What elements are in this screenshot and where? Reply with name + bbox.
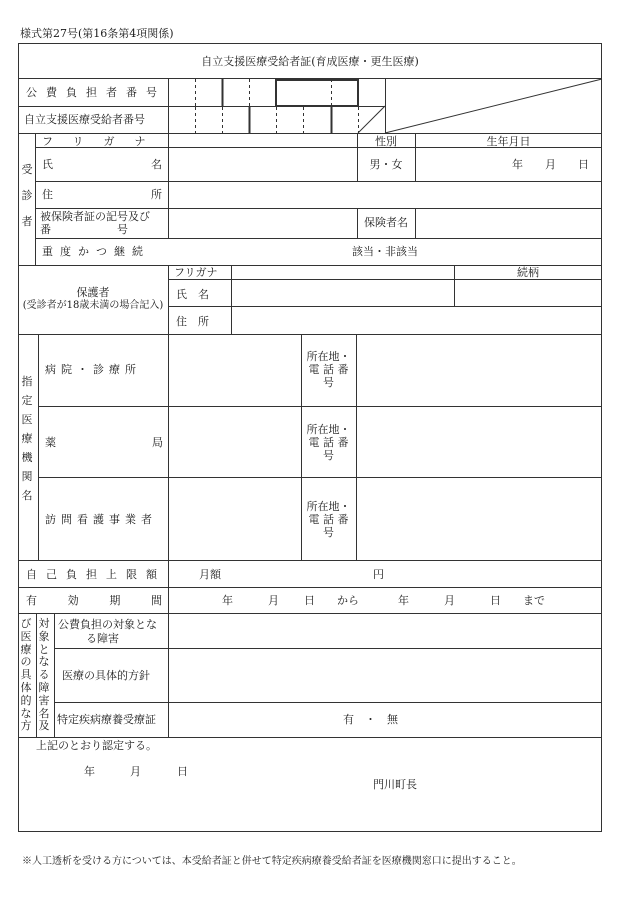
gender-value: 男・女 xyxy=(369,158,403,171)
institutions-section-label: 指定医療機関名 xyxy=(21,375,33,502)
birthdate-value: 年 月 日 xyxy=(512,158,589,171)
validity-from-day: 日 xyxy=(304,594,315,607)
birthdate-header: 生年月日 xyxy=(486,135,531,148)
gender-header: 性別 xyxy=(375,135,397,148)
nursing-label: 訪問看護事業者 xyxy=(45,513,157,526)
validity-from: から xyxy=(337,594,359,607)
validity-until: まで xyxy=(523,594,545,607)
cert-day: 日 xyxy=(177,765,188,778)
guardian-name-label: 氏 名 xyxy=(176,288,209,301)
disability-label-right: 対象となる障害名及 xyxy=(38,617,50,733)
guardian-furigana-label: フリガナ xyxy=(174,266,218,279)
address-label: 住 所 xyxy=(42,188,162,201)
insurance-symbol-label-2: 番 号 xyxy=(40,223,128,236)
insurance-symbol-label-1: 被保険者証の記号及び xyxy=(40,210,150,223)
copay-monthly: 月額 xyxy=(199,568,221,581)
validity-from-month: 月 xyxy=(268,594,279,607)
patient-section-label: 受診者 xyxy=(21,163,33,228)
footnote: ※人工透析を受ける方については、本受給者証と併せて特定疾病療養受給者証を医療機関窓口に提出すること。 xyxy=(22,856,522,867)
pharmacy-label: 薬 局 xyxy=(45,436,163,449)
validity-to-day: 日 xyxy=(490,594,501,607)
insurer-name-label: 保険者名 xyxy=(364,216,408,229)
applicable-value: 該当・非該当 xyxy=(352,245,418,258)
guardian-address-label: 住 所 xyxy=(176,315,209,328)
furigana-label: フリガナ xyxy=(42,135,166,148)
medical-policy-label: 医療の具体的方針 xyxy=(62,669,150,682)
cert-month: 月 xyxy=(130,765,141,778)
hospital-label: 病院・診療所 xyxy=(45,363,141,376)
validity-from-year: 年 xyxy=(222,594,233,607)
specific-disease-value: 有 ・ 無 xyxy=(343,713,398,726)
form-number: 様式第27号(第16条第4項関係) xyxy=(20,27,174,40)
name-label: 氏 名 xyxy=(42,158,162,171)
disability-target-label-2: る障害 xyxy=(86,632,119,645)
guardian-note: (受診者が18歳未満の場合記入) xyxy=(22,300,164,311)
recipient-number-label: 自立支援医療受給者番号 xyxy=(24,113,145,126)
disability-target-label-1: 公費負担の対象とな xyxy=(58,618,157,631)
validity-to-month: 月 xyxy=(444,594,455,607)
certification-text: 上記のとおり認定する。 xyxy=(36,739,157,752)
specific-disease-label: 特定疾病療養受療証 xyxy=(57,713,156,726)
guardian-relation-label: 続柄 xyxy=(517,266,539,279)
validity-label: 有 効 期 間 xyxy=(26,594,162,607)
form-title: 自立支援医療受給者証(育成医療・更生医療) xyxy=(201,55,419,68)
payer-number-label: 公費負担者番号 xyxy=(26,86,166,99)
cert-year: 年 xyxy=(84,765,95,778)
guardian-label: 保護者 xyxy=(76,286,110,299)
disability-label-left: び医療の具体的な方 xyxy=(20,617,32,733)
validity-to-year: 年 xyxy=(398,594,409,607)
severe-continuous-label: 重度かつ継続 xyxy=(42,245,150,258)
issuer-name: 門川町長 xyxy=(373,778,417,791)
copay-label: 自己負担上限額 xyxy=(26,568,166,581)
copay-yen: 円 xyxy=(373,568,384,581)
